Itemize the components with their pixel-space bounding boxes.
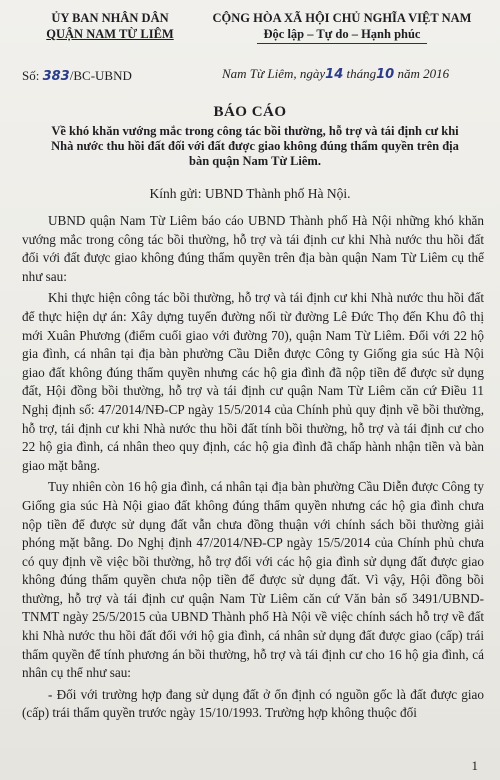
date-month-label: tháng (346, 66, 377, 81)
body-paragraph: Tuy nhiên còn 16 hộ gia đình, cá nhân tại địa bàn phường Cầu Diễn được Công ty Giống gia súc Hà Nội giao đất không đúng thẩm quyền nhưng các hộ gia đình chưa nộp tiền để được sử dụng đất vẫn chưa đồng thuận với chính sách bồi thường giải phóng mặt bằng. Do Nghị định 47/2014/NĐ-CP ngày 15/5/2014 của Chính phủ chưa có quy định về việc bồi thường, hỗ trợ đối với các hộ gia đình sử dụng đất được giao không đúng thẩm quyền chưa nộp tiền để được sử dụng đất. Vì vậy, Hội đồng bồi thường, hỗ trợ và tái định cư quận Nam Từ Liêm căn cứ Văn bản số 3491/UBND-TNMT ngày 25/5/2015 của UBND Thành phố Hà Nội về việc chính sách hỗ trợ về đất khi Nhà nước thu hồi đất đối với hộ gia đình, cá nhân sử dụng đất được giao (cấp) trái thẩm quyền để tính phương án bồi thường, hỗ trợ và tái định cư cho 16 hộ gia đình, cá nhân cụ thể như sau: (22, 479, 484, 681)
document-title: BÁO CÁO (213, 104, 287, 120)
body-paragraph: UBND quận Nam Từ Liêm báo cáo UBND Thành phố Hà Nội những khó khăn vướng mắc trong công tác bồi thường, hỗ trợ và tái định cư khi Nhà nước thu hồi đất đối với đất được giao không đúng thẩm quyền trên địa bàn quận Nam Từ Liêm cụ thể như sau: (22, 213, 484, 284)
issuing-agency-header (30, 10, 190, 42)
agency-district: QUẬN NAM TỪ LIÊM (46, 27, 174, 41)
national-motto: Độc lập – Tự do – Hạnh phúc (263, 27, 421, 41)
date-month: 10 (376, 67, 395, 82)
doc-number-suffix: /BC-UBND (69, 68, 132, 83)
document-date (222, 66, 449, 82)
body-paragraph: Khi thực hiện công tác bồi thường, hỗ trợ và tái định cư khi Nhà nước thu hồi đất để thực hiện dự án: Xây dựng tuyến đường nối từ đường Lê Đức Thọ đến Khu đô thị mới Xuân Phương (điểm cuối giao với đường 70), quận Nam Từ Liêm. Đối với 22 hộ gia đình, cá nhân tại địa bàn phường Cầu Diễn được Công ty Giống gia súc Hà Nội giao đất không đúng thẩm quyền nhưng các hộ gia đình đã nộp tiền để được sử dụng đất, Hội đồng bồi thường, hỗ trợ và tái định cư quận Nam Từ Liêm căn cứ Điều 11 Nghị định số: 47/2014/NĐ-CP ngày 15/5/2014 của Chính phủ quy định về bồi thường, hỗ trợ, tái định cư khi Nhà nước thu hồi đất tính bồi thường, hỗ trợ và tái định cư cho 22 hộ gia đình, cá nhân theo quy định, các hộ gia đình đã chấp hành nhận tiền và bàn giao mặt bằng. (22, 290, 484, 473)
date-day: 14 (325, 67, 344, 82)
doc-number-value: 383 (42, 69, 70, 84)
doc-number-prefix: Số: (22, 68, 40, 83)
document-subject: Về khó khăn vướng mắc trong công tác bồi thường, hỗ trợ và tái định cư khi Nhà nước thu hồi đất đối với đất được giao không đúng thẩm quyền trên địa bàn quận Nam Từ Liêm. (51, 124, 459, 168)
national-motto-header (192, 10, 492, 44)
date-prefix: Nam Từ Liêm, ngày (222, 66, 326, 81)
country-name: CỘNG HÒA XÃ HỘI CHỦ NGHĨA VIỆT NAM (212, 11, 472, 25)
motto-underline (257, 43, 427, 44)
date-year: năm 2016 (397, 66, 450, 81)
document-body (22, 212, 484, 726)
document-number (22, 68, 132, 84)
page-number: 1 (471, 758, 478, 773)
body-paragraph: - Đối với trường hợp đang sử dụng đất ở ổn định có nguồn gốc là đất được giao (cấp) trái thẩm quyền trước ngày 15/10/1993. Trường hợp không thuộc đối (22, 686, 484, 721)
agency-name: ỦY BAN NHÂN DÂN (51, 11, 169, 25)
recipient-line: Kính gửi: UBND Thành phố Hà Nội. (149, 186, 351, 201)
